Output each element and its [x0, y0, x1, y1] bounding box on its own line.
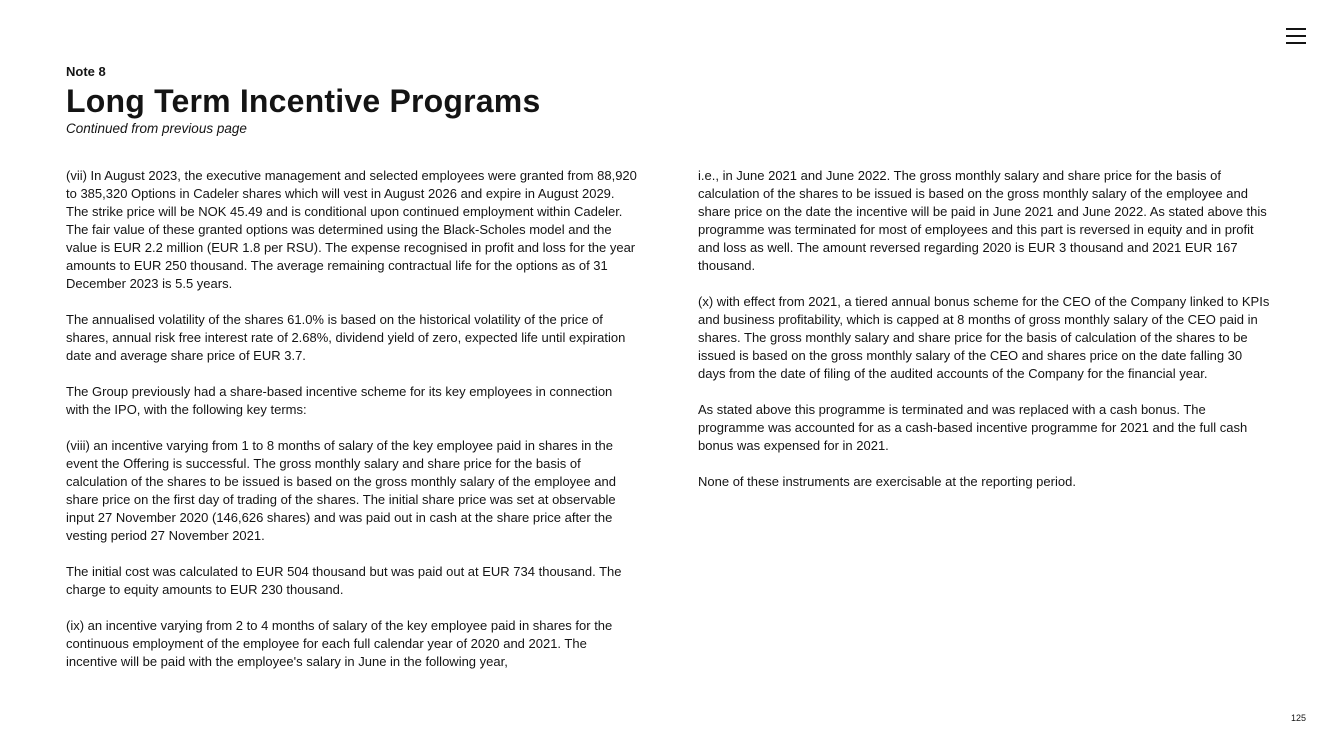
note-label: Note 8	[66, 64, 106, 79]
paragraph-viii: (viii) an incentive varying from 1 to 8 months of salary of the key employee paid in shares in the event the Offering is successful. The gross monthly salary and share price for the basis of calculation of the shares to be issued is based on the gross monthly salary of the employee and share price on the first day of trading of the shares. The initial share price was set at observable input 27 November 2020 (146,626 shares) and was paid out in cash at the share price after the vesting period 27 November 2021.	[66, 438, 616, 543]
page-number: 125	[1291, 713, 1307, 723]
paragraph-ix: (ix) an incentive varying from 2 to 4 months of salary of the key employee paid in shares for the continuous employment of the employee for each full calendar year of 2020 and 2021. The incentive will be paid with the employee's salary in June in the following year,	[66, 618, 613, 669]
paragraph-not-exercisable: None of these instruments are exercisable at the reporting period.	[698, 474, 1076, 489]
paragraph-initial-cost: The initial cost was calculated to EUR 504 thousand but was paid out at EUR 734 thousand. The charge to equity amounts to EUR 230 thousand.	[66, 564, 622, 597]
right-column	[698, 167, 1270, 509]
left-column	[66, 167, 638, 689]
paragraph-vii: (vii) In August 2023, the executive management and selected employees were granted from 88,920 to 385,320 Options in Cadeler shares which will vest in August 2026 and expire in August 2029. The strike price will be NOK 45.49 and is conditional upon continued employment within Cadeler. The fair value of these granted options was determined using the Black-Scholes model and the value is EUR 2.2 million (EUR 1.8 per RSU). The expense recognised in profit and loss for the year amounts to EUR 250 thousand. The average remaining contractual life for the options as of 31 December 2023 is 5.5 years.	[66, 168, 637, 291]
page-title: Long Term Incentive Programs	[66, 83, 541, 119]
paragraph-x: (x) with effect from 2021, a tiered annual bonus scheme for the CEO of the Company linked to KPIs and business profitability, which is capped at 8 months of gross monthly salary of the CEO paid in shares. The gross monthly salary and share price for the basis of calculation of the shares to be issued is based on the gross monthly salary of the CEO and shares price on the date falling 30 days from the date of filing of the audited accounts of the Company for the financial year.	[698, 294, 1270, 381]
hamburger-menu-icon[interactable]	[1286, 27, 1306, 45]
menu-bar-top	[1286, 28, 1306, 30]
subtitle: Continued from previous page	[66, 121, 247, 136]
paragraph-volatility: The annualised volatility of the shares 61.0% is based on the historical volatility of the price of shares, annual risk free interest rate of 2.68%, dividend yield of zero, expected life until expiration date and average share price of EUR 3.7.	[66, 312, 626, 363]
menu-bar-bottom	[1286, 42, 1306, 44]
paragraph-previous-scheme: The Group previously had a share-based incentive scheme for its key employees in connection with the IPO, with the following key terms:	[66, 384, 613, 417]
menu-bar-middle	[1286, 35, 1306, 37]
paragraph-ix-continued: i.e., in June 2021 and June 2022. The gross monthly salary and share price for the basis of calculation of the shares to be issued is based on the gross monthly salary of the employee and share price on the date the incentive will be paid in June 2021 and June 2022. As stated above this programme was terminated for most of employees and this part is reversed in equity and in profit and loss as well. The amount reversed regarding 2020 is EUR 3 thousand and 2021 EUR 167 thousand.	[698, 168, 1267, 273]
paragraph-cash-bonus: As stated above this programme is terminated and was replaced with a cash bonus. The programme was accounted for as a cash-based incentive programme for 2021 and the full cash bonus was expensed for in 2021.	[698, 402, 1248, 453]
